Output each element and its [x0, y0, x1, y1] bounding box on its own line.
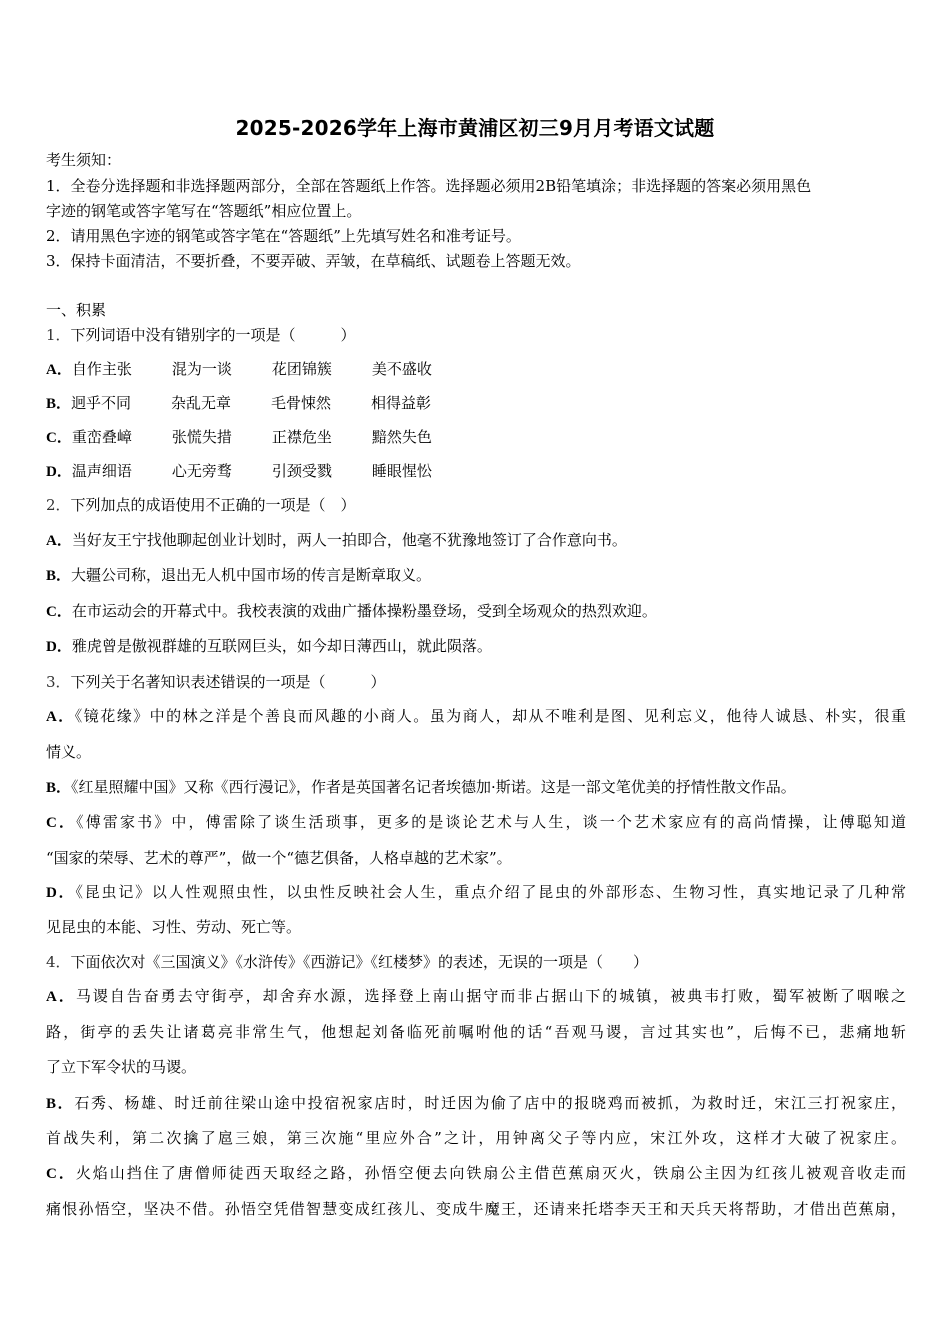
option-letter: A．	[46, 362, 72, 378]
option-letter: A．	[46, 533, 72, 549]
option-text: 石秀、杨雄、时迁前往梁山途中投宿祝家店时，时迁因为偷了店中的报晓鸡而被抓，为救时迁，宋江三打祝家庄，	[74, 1094, 906, 1112]
option-word: 正襟危坐	[271, 428, 332, 446]
q4-option-c-cont: 痛恨孙悟空，坚决不借。孙悟空凭借智慧变成红孩儿、变成牛魔王，还请来托塔李天王和天兵天将帮助，才借出芭蕉扇，	[46, 1200, 906, 1218]
q4-option-a	[46, 986, 906, 1007]
option-word: 花团锦簇	[271, 360, 332, 378]
q4-option-b-cont: 首战失利，第二次擒了扈三娘，第三次施“里应外合”之计，用钟离父子等内应，宋江外攻，这样才大破了祝家庄。	[46, 1129, 906, 1147]
q1-option-d	[46, 461, 432, 482]
q3-option-d-cont: 见昆虫的本能、习性、劳动、死亡等。	[46, 918, 302, 936]
notice-item-3: 3．保持卡面清洁，不要折叠，不要弄破、弄皱，在草稿纸、试题卷上答题无效。	[46, 252, 581, 270]
option-word: 温声细语	[71, 462, 132, 480]
q4-option-a-cont: 路，街亭的丢失让诸葛亮非常生气，他想起刘备临死前嘱咐他的话“吾观马谡，言过其实也”，后悔不已，悲痛地斩	[46, 1023, 906, 1041]
option-word: 相得益彰	[371, 394, 432, 412]
option-word: 重峦叠嶂	[71, 428, 132, 446]
question-text: 下列关于名著知识表述错误的一项是（ ）	[70, 673, 386, 691]
option-letter: B．	[46, 396, 72, 412]
question-text: 下面依次对《三国演义》《水浒传》《西游记》《红楼梦》的表述，无误的一项是（ ）	[70, 953, 649, 971]
q3-option-a-cont: 情义。	[46, 743, 92, 761]
question-number: 1．	[46, 326, 71, 344]
q3-option-c-cont: “国家的荣辱、艺术的尊严”，做一个“德艺俱备，人格卓越的艺术家”。	[46, 849, 512, 867]
option-word: 迥乎不同	[71, 394, 132, 412]
q4-option-b	[46, 1093, 906, 1114]
option-word: 张慌失措	[171, 428, 232, 446]
q1-option-b	[46, 393, 431, 414]
question-4-stem	[46, 952, 648, 972]
notice-heading: 考生须知：	[46, 151, 122, 169]
option-text: 《红星照耀中国》又称《西行漫记》，作者是英国著名记者埃德加·斯诺。这是一部文笔优美的抒情性散文作品。	[71, 778, 796, 796]
notice-item-2: 2．请用黑色字迹的钢笔或答字笔在“答题纸”上先填写姓名和准考证号。	[46, 227, 521, 245]
question-1-stem	[46, 325, 356, 345]
question-text: 下列加点的成语使用不正确的一项是（ ）	[70, 496, 356, 514]
option-word: 美不盛收	[371, 360, 432, 378]
option-letter: C．	[46, 604, 72, 620]
option-letter: B．	[46, 568, 72, 584]
option-word: 心无旁骛	[171, 462, 232, 480]
question-number: 3．	[46, 673, 71, 691]
question-number: 2．	[46, 496, 71, 514]
q4-option-c	[46, 1163, 906, 1184]
q4-option-a-cont2: 了立下军令状的马谡。	[46, 1058, 197, 1076]
option-text: 大疆公司称，退出无人机中国市场的传言是断章取义。	[71, 566, 432, 584]
option-word: 引颈受戮	[271, 462, 332, 480]
option-text: 《镜花缘》中的林之洋是个善良而风趣的小商人。虽为商人，却从不唯利是图、见利忘义，他待人诚恳、朴实，很重	[74, 707, 906, 725]
option-letter: A．	[46, 989, 76, 1005]
question-2-stem	[46, 495, 356, 515]
option-text: 当好友王宁找他聊起创业计划时，两人一拍即合，他毫不犹豫地签订了合作意向书。	[71, 531, 627, 549]
option-word: 毛骨悚然	[271, 394, 332, 412]
option-letter: A．	[46, 709, 75, 725]
option-text: 雅虎曾是傲视群雄的互联网巨头，如今却日薄西山，就此陨落。	[71, 637, 492, 655]
q1-option-a	[46, 359, 432, 380]
option-text: 《昆虫记》以人性观照虫性，以虫性反映社会人生，重点介绍了昆虫的外部形态、生物习性，真实地记录了几种常	[75, 883, 906, 901]
question-text: 下列词语中没有错别字的一项是（ ）	[70, 326, 356, 344]
q2-option-d	[46, 636, 492, 657]
option-letter: C．	[46, 1166, 76, 1182]
option-letter: B．	[46, 1096, 75, 1112]
option-letter: C．	[46, 815, 77, 831]
q3-option-c	[46, 812, 906, 833]
option-text: 马谡自告奋勇去守街亭，却舍弃水源，选择登上南山据守而非占据山下的城镇，被典韦打败，蜀军被断了咽喉之	[75, 987, 906, 1005]
question-3-stem	[46, 672, 386, 692]
option-word: 睡眼惺忪	[371, 462, 432, 480]
notice-item-1b: 字迹的钢笔或答字笔写在“答题纸”相应位置上。	[46, 202, 362, 220]
option-letter: B．	[46, 780, 72, 796]
option-text: 在市运动会的开幕式中。我校表演的戏曲广播体操粉墨登场，受到全场观众的热烈欢迎。	[71, 602, 657, 620]
q2-option-b	[46, 565, 431, 586]
option-letter: C．	[46, 430, 72, 446]
option-letter: D．	[46, 885, 76, 901]
question-number: 4．	[46, 953, 71, 971]
q3-option-d	[46, 882, 906, 903]
option-text: 《傅雷家书》中，傅雷除了谈生活琐事，更多的是谈论艺术与人生，谈一个艺术家应有的高尚情操，让傅聪知道	[76, 813, 906, 831]
notice-item-1a: 1．全卷分选择题和非选择题两部分，全部在答题纸上作答。选择题必须用2B铅笔填涂；非选择题的答案必须用黑色	[46, 177, 812, 195]
option-text: 火焰山挡住了唐僧师徒西天取经之路，孙悟空便去向铁扇公主借芭蕉扇灭火，铁扇公主因为红孩儿被观音收走而	[75, 1164, 906, 1182]
option-letter: D．	[46, 639, 72, 655]
q3-option-b	[46, 777, 796, 798]
option-word: 杂乱无章	[171, 394, 232, 412]
q3-option-a	[46, 706, 906, 727]
option-letter: D．	[46, 464, 72, 480]
q2-option-c	[46, 601, 657, 622]
q2-option-a	[46, 530, 627, 551]
option-word: 黯然失色	[371, 428, 432, 446]
option-word: 自作主张	[71, 360, 132, 378]
option-word: 混为一谈	[171, 360, 232, 378]
q1-option-c	[46, 427, 432, 448]
section-heading: 一、积累	[46, 301, 107, 319]
page-title: 2025-2026学年上海市黄浦区初三9月月考语文试题	[235, 116, 715, 140]
